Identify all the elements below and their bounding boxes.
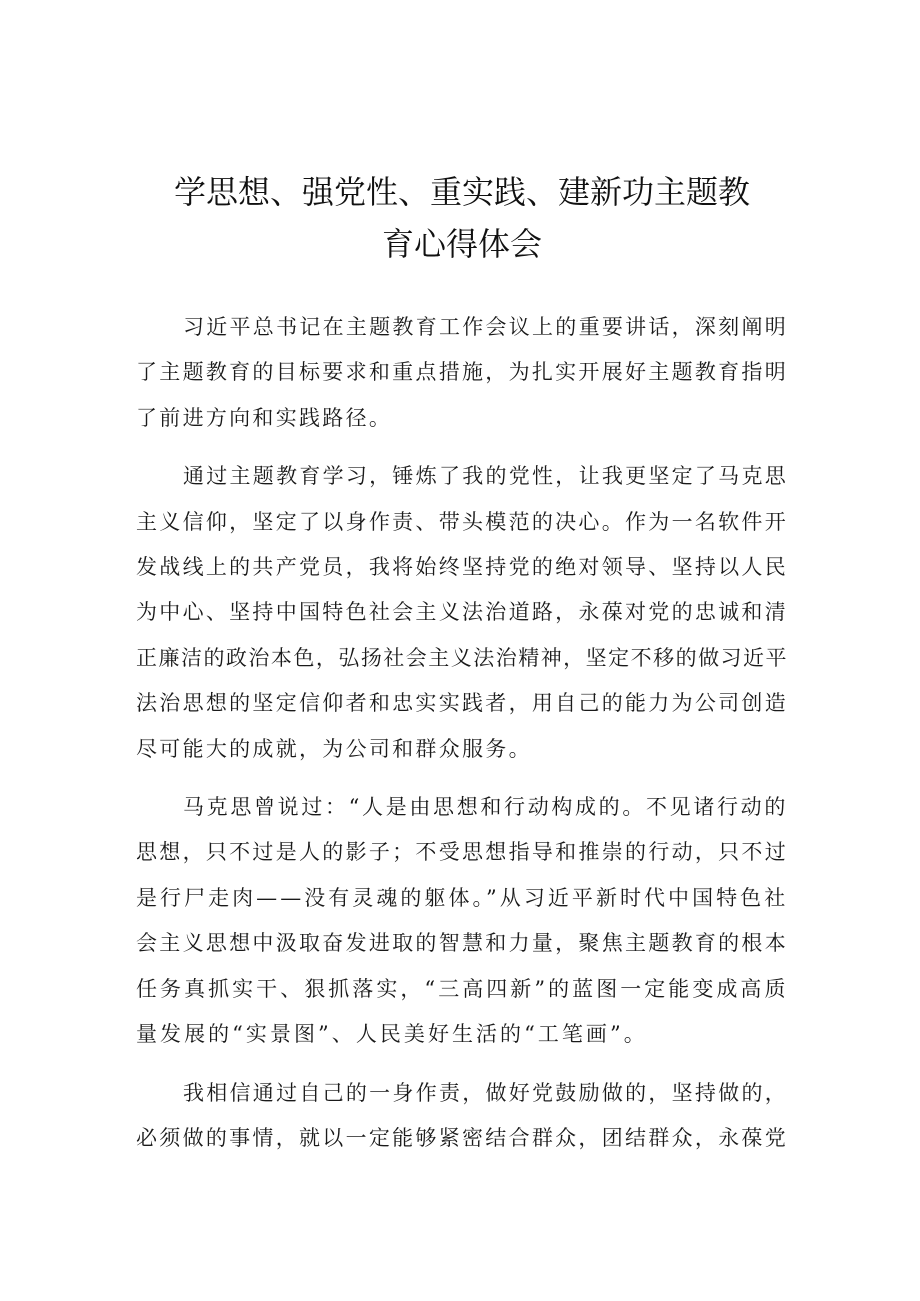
paragraph-line: 了前进方向和实践路径。 (136, 405, 393, 430)
document-title (136, 166, 788, 270)
paragraph-line: 会主义思想中汲取奋发进取的智慧和力量，聚焦主题教育的根本 (136, 931, 789, 956)
paragraph-line: 是行尸走肉——没有灵魂的躯体。”从习近平新时代中国特色社 (136, 885, 789, 910)
paragraph-2 (136, 454, 788, 772)
paragraph-line: 量发展的“实景图”、人民美好生活的“工笔画”。 (136, 1022, 648, 1047)
paragraph-line: 马克思曾说过：“人是由思想和行动构成的。不见诸行动的 (183, 795, 788, 820)
document-body (136, 305, 788, 1174)
paragraph-line: 正廉洁的政治本色，弘扬社会主义法治精神，坚定不移的做习近平 (136, 645, 789, 670)
paragraph-4 (136, 1071, 788, 1162)
paragraph-line: 通过主题教育学习，锤炼了我的党性，让我更坚定了马克思 (183, 464, 788, 489)
paragraph-line: 任务真抓实干、狠抓落实，“三高四新”的蓝图一定能变成高质 (136, 976, 789, 1001)
paragraph-line: 尽可能大的成就，为公司和群众服务。 (136, 736, 532, 761)
paragraph-line: 主义信仰，坚定了以身作责、带头模范的决心。作为一名软件开 (136, 509, 789, 534)
paragraph-line: 法治思想的坚定信仰者和忠实实践者，用自己的能力为公司创造 (136, 691, 789, 716)
paragraph-3 (136, 785, 788, 1057)
paragraph-1 (136, 305, 788, 441)
title-line-1: 学思想、强党性、重实践、建新功主题教 (173, 173, 750, 211)
paragraph-line: 为中心、坚持中国特色社会主义法治道路，永葆对党的忠诚和清 (136, 600, 789, 625)
paragraph-line: 了主题教育的目标要求和重点措施，为扎实开展好主题教育指明 (136, 360, 789, 385)
paragraph-line: 我相信通过自己的一身作责，做好党鼓励做的，坚持做的， (183, 1080, 788, 1105)
paragraph-line: 必须做的事情，就以一定能够紧密结合群众，团结群众，永葆党 (136, 1125, 789, 1150)
paragraph-line: 发战线上的共产党员，我将始终坚持党的绝对领导、坚持以人民 (136, 555, 789, 580)
title-line-2: 育心得体会 (381, 225, 542, 263)
paragraph-line: 习近平总书记在主题教育工作会议上的重要讲话，深刻阐明 (183, 315, 788, 339)
paragraph-line: 思想，只不过是人的影子；不受思想指导和推崇的行动，只不过 (136, 840, 789, 865)
